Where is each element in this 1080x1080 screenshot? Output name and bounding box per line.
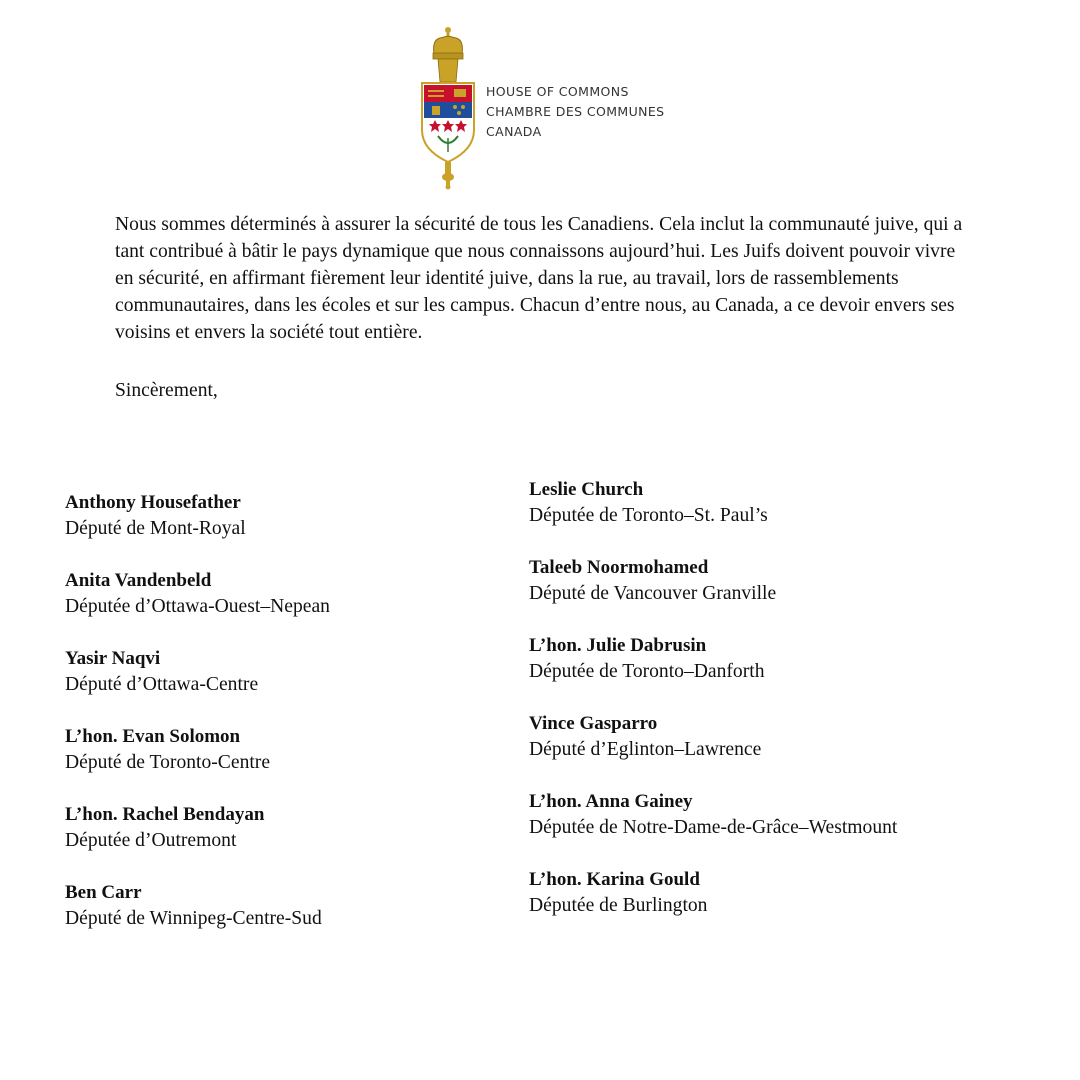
org-line-french: CHAMBRE DES COMMUNES <box>486 104 665 119</box>
signatory <box>529 477 897 555</box>
signatory-name: L’hon. Karina Gould <box>529 869 700 890</box>
signatory-name: L’hon. Anna Gainey <box>529 791 693 812</box>
signatory <box>529 789 897 867</box>
signatory-riding: Députée d’Ottawa-Ouest–Nepean <box>65 596 330 617</box>
signatories-right-column <box>529 477 897 945</box>
org-line-country: CANADA <box>486 124 542 139</box>
signatory-riding: Député d’Ottawa-Centre <box>65 674 259 695</box>
signatory <box>529 633 897 711</box>
signatory <box>529 711 897 789</box>
signatory <box>65 880 330 958</box>
signatory <box>65 568 330 646</box>
signatory-name: L’hon. Rachel Bendayan <box>65 804 265 825</box>
organization-name <box>486 82 665 142</box>
org-line-english: HOUSE OF COMMONS <box>486 84 629 99</box>
signatory-riding: Députée de Notre-Dame-de-Grâce–Westmount <box>529 817 898 838</box>
signatory-riding: Député de Mont-Royal <box>65 518 246 539</box>
signatory-riding: Députée d’Outremont <box>65 830 237 851</box>
signatory-name: Yasir Naqvi <box>65 648 161 669</box>
signatory-name: L’hon. Evan Solomon <box>65 726 241 747</box>
signatory-name: L’hon. Julie Dabrusin <box>529 635 707 656</box>
letterhead <box>418 26 738 196</box>
signatory <box>65 802 330 880</box>
signatory-riding: Députée de Burlington <box>529 895 708 916</box>
signatory-name: Taleeb Noormohamed <box>529 557 709 578</box>
signatory-riding: Député de Vancouver Granville <box>529 583 777 604</box>
signatory <box>65 490 330 568</box>
signatory-riding: Député de Winnipeg-Centre-Sud <box>65 908 322 929</box>
signatory-riding: Députée de Toronto–St. Paul’s <box>529 505 768 526</box>
signatory-riding: Député de Toronto-Centre <box>65 752 271 773</box>
signatory <box>65 646 330 724</box>
letter-closing: Sincèrement, <box>115 380 218 401</box>
signatory-riding: Député d’Eglinton–Lawrence <box>529 739 762 760</box>
signatory-name: Anita Vandenbeld <box>65 570 212 591</box>
signatory <box>529 867 897 945</box>
signatory <box>65 724 330 802</box>
signatory-name: Leslie Church <box>529 479 644 500</box>
signatories-left-column <box>65 490 330 958</box>
signatory-name: Ben Carr <box>65 882 142 903</box>
signatory-riding: Députée de Toronto–Danforth <box>529 661 765 682</box>
signatory <box>529 555 897 633</box>
signatory-name: Anthony Housefather <box>65 492 241 513</box>
letter-paragraph: Nous sommes déterminés à assurer la sécurité de tous les Canadiens. Cela inclut la communauté juive, qui a tant contribué à bâtir le pays dynamique que nous connaissons aujourd’hui. Les Juifs doivent pouvoir vivre en sécurité, en affirmant fièrement leur identité juive, dans la rue, au travail, lors de rassemblements communautaires, dans les écoles et sur les campus. Chacun d’entre nous, au Canada, a ce devoir envers ses voisins et envers la société tout entière. <box>115 214 963 343</box>
signatory-name: Vince Gasparro <box>529 713 658 734</box>
house-of-commons-mace-crest-icon <box>418 26 478 190</box>
